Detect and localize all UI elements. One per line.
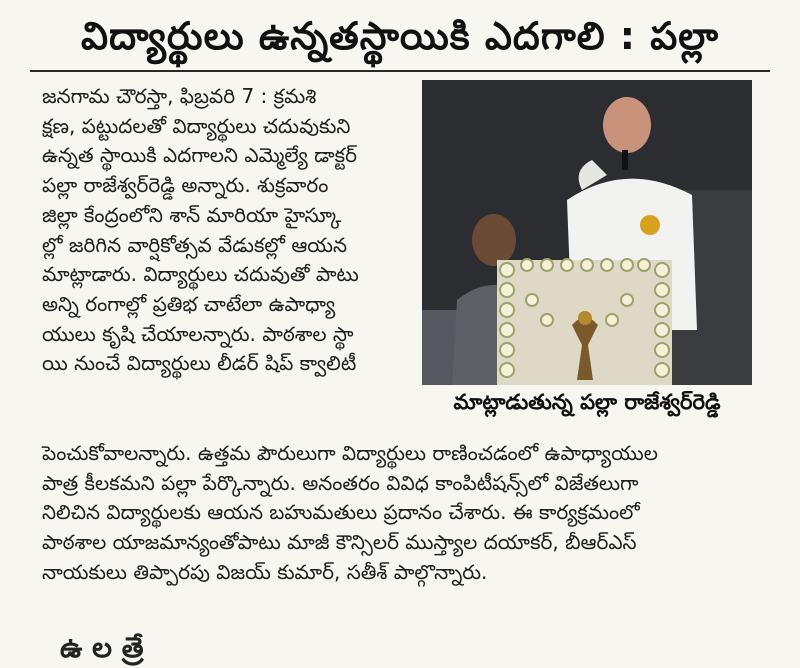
body-line: పాఠశాల యాజమాన్యంతోపాటు మాజీ కౌన్సిలర్ ముస్త్యాల దయాకర్, బీఆర్ఎస్ (42, 530, 637, 555)
body-line: పాత్ర కీలకమని పల్లా పేర్కొన్నారు. అనంతరం వివిధ కాంపిటీషన్స్‌లో విజేతలుగా (42, 470, 639, 495)
body-line: అన్ని రంగాల్లో ప్రతిభ చాటేలా ఉపాధ్యా (42, 291, 336, 316)
headline: విద్యార్థులు ఉన్నతస్థాయికి ఎదగాలి : పల్లా (80, 14, 720, 58)
body-line: పెంచుకోవాలన్నారు. ఉత్తమ పౌరులుగా విద్యార్థులు రాణించడంలో ఉపాధ్యాయుల (42, 441, 658, 465)
body-line: క్షణ, పట్టుదలతో విద్యార్థులు చదువుకుని (42, 113, 351, 138)
photo-caption: మాట్లాడుతున్న పల్లా రాజేశ్వర్‌రెడ్డి (453, 390, 721, 414)
article-body-narrow (42, 82, 410, 379)
headline-rule (30, 70, 770, 72)
body-line: యులు కృషి చేయాలన్నారు. పాఠశాల స్థా (42, 321, 354, 346)
body-line: ల్లో జరిగిన వార్షికోత్సవ వేడుకల్లో ఆయన (42, 232, 348, 257)
body-line: ఉన్నత స్థాయికి ఎదగాలని ఎమ్మెల్యే డాక్టర్ (42, 143, 357, 168)
body-line: జనగామ చౌరస్తా, ఫిబ్రవరి 7 : క్రమశి (42, 84, 317, 108)
news-photo (422, 80, 752, 385)
body-line: జిల్లా కేంద్రంలోని శాన్ మారియా హైస్కూ (42, 202, 342, 227)
next-article-headline: ఉ ల త్రే (60, 631, 144, 664)
body-line: మాట్లాడారు. విద్యార్థులు చదువుతో పాటు (42, 262, 359, 287)
body-line: పల్లా రాజేశ్వర్‌రెడ్డి అన్నారు. శుక్రవారం (42, 173, 329, 198)
photo-speaker-image (422, 80, 752, 385)
body-line: నాయకులు తిప్పారపు విజయ్ కుమార్, సతీశ్ పాల్గొన్నారు. (42, 559, 488, 584)
body-line: నిలిచిన విద్యార్థులకు ఆయన బహుమతులు ప్రదానం చేశారు. ఈ కార్యక్రమంలో (42, 500, 640, 525)
article-body-wide (42, 439, 770, 588)
body-line: యి నుంచే విద్యార్థులు లీడర్ షిప్ క్వాలిటీ (42, 351, 357, 376)
